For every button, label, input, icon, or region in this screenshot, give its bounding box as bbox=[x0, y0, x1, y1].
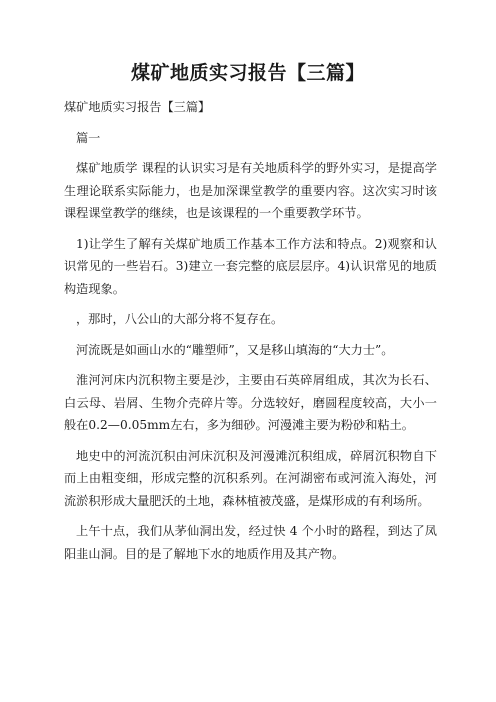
paragraph: 地史中的河流沉积由河床沉积及河漫滩沉积组成，碎屑沉积物自下而上由粗变细，形成完整的沉积系列。在河湖密布或河流入海处，河流淤积形成大量肥沃的土地，森林植被茂盛，是煤形成的有利场所。 bbox=[64, 448, 437, 508]
section-heading: 篇一 bbox=[76, 130, 101, 145]
paragraph: 淮河河床内沉积物主要是沙，主要由石英碎屑组成，其次为长石、白云母、岩屑、生物介壳碎片等。分选较好，磨圆程度较高，大小一般在0.2—0.05mm左右，多为细砂。河漫滩主要为粉砂和粘土。 bbox=[64, 373, 437, 432]
document-subtitle: 煤矿地质实习报告【三篇】 bbox=[64, 100, 211, 114]
paragraph: 1)让学生了解有关煤矿地质工作基本工作方法和特点。2)观察和认识常见的一些岩石。3)建立一套完整的底层层序。4)认识常见的地质构造现象。 bbox=[64, 236, 437, 296]
document-body bbox=[64, 96, 437, 573]
paragraph: 煤矿地质学 课程的认识实习是有关地质科学的野外实习，是提高学生理论联系实际能力，也是加深课堂教学的重要内容。这次实习时该课程课堂教学的继续，也是该课程的一个重要教学环节。 bbox=[64, 161, 437, 220]
document-title: 煤矿地质实习报告【三篇】 bbox=[130, 62, 365, 84]
paragraph: 上午十点，我们从茅仙洞出发，经过快 4 个小时的路程，到达了凤阳韭山洞。目的是了解地下水的地质作用及其产物。 bbox=[64, 524, 437, 561]
paragraph: 河流既是如画山水的“雕塑师”，又是移山填海的“大力士”。 bbox=[76, 342, 394, 357]
paragraph: ，那时，八公山的大部分将不复存在。 bbox=[76, 312, 284, 326]
